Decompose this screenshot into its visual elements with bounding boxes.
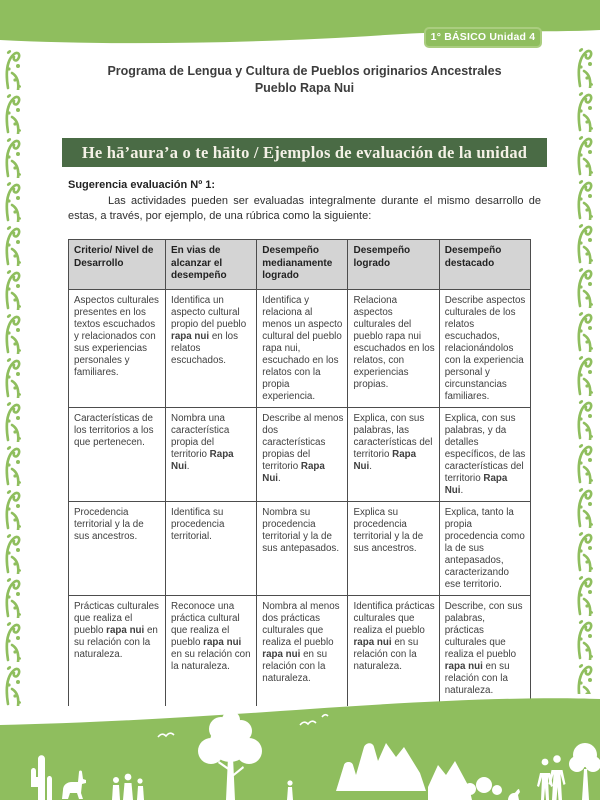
rubric-cell: Características de los territorios a los que pertenecen. — [69, 408, 166, 502]
unit-badge-label: 1° BÁSICO Unidad 4 — [430, 31, 536, 43]
rubric-cell: Describe, con sus palabras, prácticas culturales que realiza el pueblo rapa nui en su relación con la naturaleza. — [439, 596, 530, 706]
rubric-table — [68, 239, 531, 706]
rubric-cell: Explica, tanto la propia procedencia como la de sus antepasados, caracterizando ese territorio. — [439, 502, 530, 596]
program-title-line2: Pueblo Rapa Nui — [254, 81, 355, 95]
rubric-cell: Explica, con sus palabras, las características del territorio Rapa Nui. — [348, 408, 439, 502]
rubric-cell: Identifica su procedencia territorial. — [166, 502, 257, 596]
footer-landscape-icon — [0, 695, 600, 800]
section-title-bar — [62, 138, 547, 167]
rubric-cell: Nombra su procedencia territorial y la de sus antepasados. — [257, 502, 348, 596]
rubric-header-cell: Desempeño medianamente logrado — [257, 240, 348, 290]
section-title: He hā’aura’a o te hāito / Ejemplos de evaluación de la unidad — [81, 142, 528, 162]
rubric-header-cell: Desempeño logrado — [348, 240, 439, 290]
rubric-cell: Identifica y relaciona al menos un aspecto cultural del pueblo rapa nui, escuchado en los relatos con la propia experiencia. — [257, 290, 348, 408]
rubric-cell: Aspectos culturales presentes en los textos escuchados y relacionados con sus experiencias personales y familiares. — [69, 290, 166, 408]
table-row — [69, 502, 531, 596]
left-border-koru-icon — [3, 46, 23, 706]
unit-badge — [424, 27, 542, 48]
rubric-header-cell: Desempeño destacado — [439, 240, 530, 290]
table-row — [69, 290, 531, 408]
rubric-cell: Identifica un aspecto cultural propio del pueblo rapa nui en los relatos escuchados. — [166, 290, 257, 408]
rubric-cell: Nombra al menos dos prácticas culturales que realiza el pueblo rapa nui en su relación con la naturaleza. — [257, 596, 348, 706]
suggestion-heading: Sugerencia evaluación Nº 1: — [68, 179, 216, 191]
table-row — [69, 596, 531, 706]
suggestion-paragraph: Las actividades pueden ser evaluadas integralmente durante el mismo desarrollo de estas, a través, por ejemplo, de una rúbrica como la siguiente: — [68, 195, 541, 222]
rubric-cell: Procedencia territorial y la de sus ancestros. — [69, 502, 166, 596]
program-title — [62, 63, 547, 97]
content-area — [62, 55, 547, 706]
rubric-cell: Explica, con sus palabras, y da detalles específicos, de las características del territorio Rapa Nui. — [439, 408, 530, 502]
rubric-cell: Nombra una característica propia del territorio Rapa Nui. — [166, 408, 257, 502]
table-row — [69, 408, 531, 502]
rubric-cell: Explica su procedencia territorial y la de sus ancestros. — [348, 502, 439, 596]
rubric-header-cell: Criterio/ Nivel de Desarrollo — [69, 240, 166, 290]
right-border-koru-icon — [575, 44, 595, 694]
rubric-cell: Identifica prácticas culturales que realiza el pueblo rapa nui en su relación con la naturaleza. — [348, 596, 439, 706]
rubric-cell: Prácticas culturales que realiza el pueblo rapa nui en su relación con la naturaleza. — [69, 596, 166, 706]
rubric-cell: Reconoce una práctica cultural que realiza el pueblo rapa nui en su relación con la naturaleza. — [166, 596, 257, 706]
rubric-header-row — [69, 240, 531, 290]
rubric-header-cell: En vias de alcanzar el desempeño — [166, 240, 257, 290]
rubric-cell: Relaciona aspectos culturales del pueblo rapa nui escuchados en los relatos, con experiencias propias. — [348, 290, 439, 408]
rubric-cell: Describe al menos dos características propias del territorio Rapa Nui. — [257, 408, 348, 502]
program-title-line1: Programa de Lengua y Cultura de Pueblos originarios Ancestrales — [107, 64, 502, 78]
rubric-cell: Describe aspectos culturales de los relatos escuchados, relacionándolos con la experiencia personal y circunstancias familiares. — [439, 290, 530, 408]
